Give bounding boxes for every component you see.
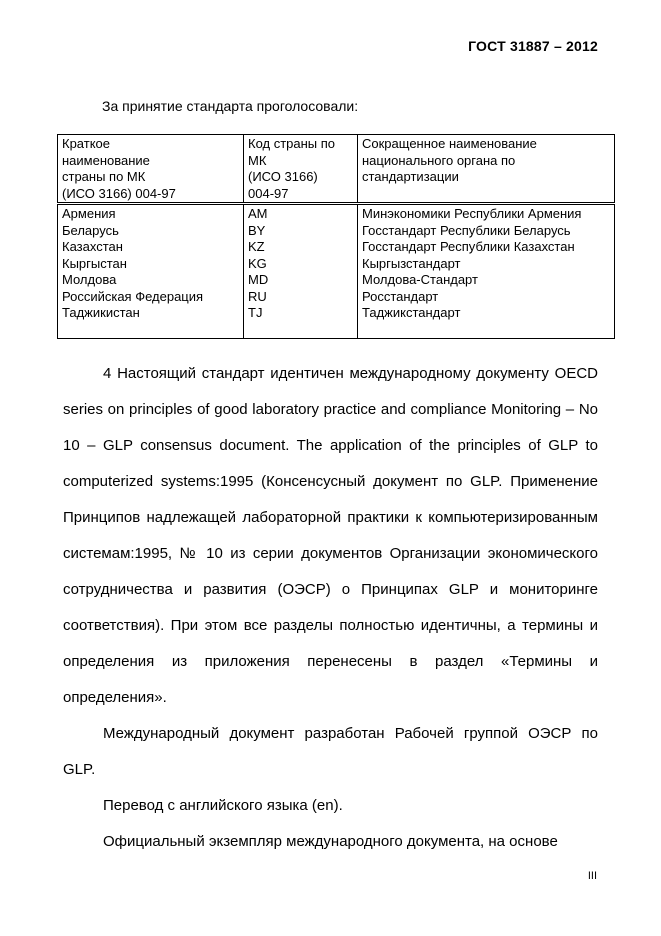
paragraph-developer: Международный документ разработан Рабочей группой ОЭСР по GLP. [63,725,598,778]
country-name: Таджикистан [62,305,140,320]
country-code: AM [248,206,268,221]
country-code: TJ [248,305,263,320]
country-code-cell [244,204,358,339]
standards-body-name: Кыргызстандарт [362,255,461,271]
country-code: KZ [248,239,265,254]
header-country-code: Код страны по МК (ИСО 3166) 004-97 [244,135,358,204]
standards-body-name: Минэкономики Республики Армения [362,206,582,221]
voting-table [57,134,615,339]
table-header-row [58,135,615,204]
paragraph-translation: Перевод с английского языка (en). [103,797,343,814]
standards-body-cell [358,204,615,339]
country-name: Казахстан [62,239,123,254]
voting-intro-text: За принятие стандарта проголосовали: [102,98,359,114]
paragraph-identical-standard: 4 Настоящий стандарт идентичен международному документу OECD series on principles of good laboratory practice and compliance Monitoring – No 10 – GLP consensus document. The application of the principles of GLP to computerized systems:1995 (Консенсусный документ по GLP. Применение Принципов надлежащей лабораторной практики к компьютеризированным системам:1995, № 10 из серии документов Организации экономического сотрудничества и развития (ОЭСР) о Принципах GLP и мониторинге соответствия). При этом все разделы полностью идентичны, а термины и определения из приложения перенесены в раздел «Термины и определения». [63,365,598,706]
country-list-cell [58,204,244,339]
standards-body-name: Росстандарт [362,288,439,304]
header-country-name: Краткое наименование страны по МК (ИСО 3166) 004-97 [58,135,244,204]
document-code-header: ГОСТ 31887 – 2012 [468,38,598,54]
page-number: III [587,870,597,882]
body-text [63,356,598,860]
standards-body-name: Госстандарт Республики Казахстан [362,239,575,254]
country-name: Армения [62,206,116,221]
country-name: Беларусь [62,222,119,238]
country-name: Молдова [62,272,117,287]
header-standards-body: Сокращенное наименование национального органа по стандартизации [358,135,615,204]
standards-body-name: Таджикстандарт [362,305,461,320]
country-code: BY [248,222,266,238]
country-code: KG [248,255,267,271]
country-name: Российская Федерация [62,288,204,304]
country-code: MD [248,272,269,287]
country-code: RU [248,288,267,304]
standards-body-name: Молдова-Стандарт [362,272,478,287]
table-body-row [58,204,615,339]
paragraph-official-copy: Официальный экземпляр международного документа, на основе [103,833,558,850]
standards-body-name: Госстандарт Республики Беларусь [362,222,571,238]
country-name: Кыргыстан [62,255,127,271]
